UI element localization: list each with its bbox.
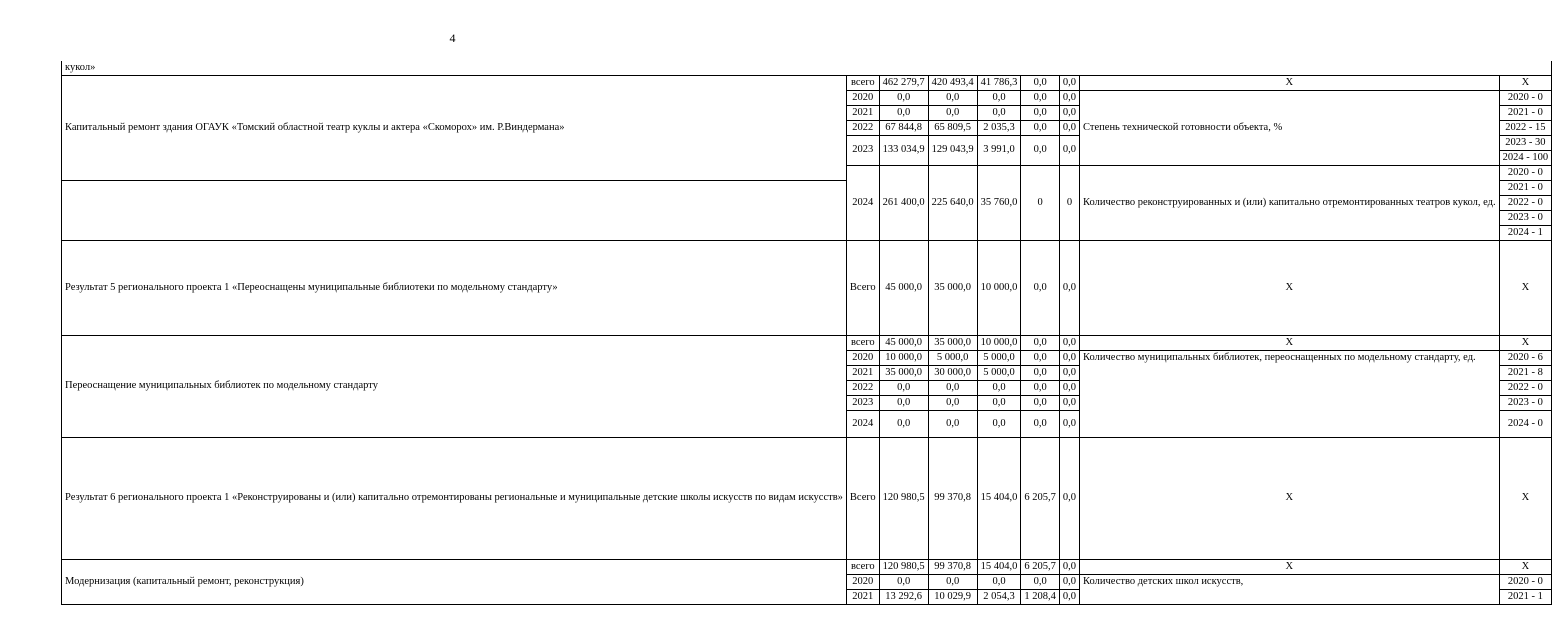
- value-cell: 0,0: [1059, 410, 1079, 437]
- indicator-value-cell: 2023 - 0: [1499, 395, 1552, 410]
- indicator-value-cell: 2020 - 0: [1499, 574, 1552, 589]
- indicator-value-cell: 2021 - 0: [1499, 180, 1552, 195]
- value-cell: 0,0: [1021, 350, 1060, 365]
- value-cell: 0,0: [1021, 395, 1060, 410]
- indicator-value-cell: 2021 - 1: [1499, 589, 1552, 604]
- value-cell: 120 980,5: [879, 437, 928, 559]
- value-cell: 133 034,9: [879, 135, 928, 165]
- value-cell: 0,0: [1059, 105, 1079, 120]
- year-cell: Всего: [846, 437, 879, 559]
- value-cell: 0,0: [1059, 90, 1079, 105]
- value-cell: 35 000,0: [879, 365, 928, 380]
- value-cell: 462 279,7: [879, 75, 928, 90]
- indicator-cell: Степень технической готовности объекта, %: [1080, 90, 1500, 165]
- value-cell: 41 786,3: [977, 75, 1021, 90]
- value-cell: 30 000,0: [928, 365, 977, 380]
- year-cell: 2021: [846, 365, 879, 380]
- value-cell: 0: [1021, 165, 1060, 240]
- result-name-cell: Результат 6 регионального проекта 1 «Реконструированы и (или) капитально отремонтированы региональные и муниципальные детские школы искусств по видам искусств»: [62, 437, 847, 559]
- value-cell: 0,0: [928, 105, 977, 120]
- value-cell: 0,0: [879, 105, 928, 120]
- table-row: [62, 75, 1552, 90]
- year-cell: 2023: [846, 135, 879, 165]
- year-cell: 2024: [846, 410, 879, 437]
- value-cell: 2 054,3: [977, 589, 1021, 604]
- value-cell: 45 000,0: [879, 335, 928, 350]
- value-cell: 0,0: [1059, 135, 1079, 165]
- value-cell: 0,0: [879, 380, 928, 395]
- value-cell: 0,0: [977, 380, 1021, 395]
- year-cell: 2020: [846, 574, 879, 589]
- value-cell: 0,0: [1059, 589, 1079, 604]
- value-cell: 0,0: [928, 574, 977, 589]
- indicator-value-cell: Х: [1499, 75, 1552, 90]
- table-row: [62, 559, 1552, 574]
- value-cell: 15 404,0: [977, 437, 1021, 559]
- value-cell: 0,0: [1021, 120, 1060, 135]
- result-name-cell: Результат 5 регионального проекта 1 «Переоснащены муниципальные библиотеки по модельному стандарту»: [62, 240, 847, 335]
- value-cell: 0,0: [1059, 335, 1079, 350]
- value-cell: 67 844,8: [879, 120, 928, 135]
- year-cell: 2023: [846, 395, 879, 410]
- table-row: [62, 61, 1552, 75]
- value-cell: 0,0: [1059, 395, 1079, 410]
- page-number: 4: [449, 31, 456, 45]
- indicator-value-cell: Х: [1499, 559, 1552, 574]
- value-cell: 0,0: [928, 410, 977, 437]
- project-name-cell: Капитальный ремонт здания ОГАУК «Томский областной театр куклы и актера «Скоморох» им. Р.Виндермана»: [62, 75, 847, 180]
- value-cell: 0,0: [977, 105, 1021, 120]
- indicator-value-cell: Х: [1499, 240, 1552, 335]
- value-cell: 0,0: [1059, 350, 1079, 365]
- name-cell: кукол»: [62, 61, 1552, 75]
- value-cell: 0,0: [928, 380, 977, 395]
- table-row: [62, 240, 1552, 335]
- indicator-value-cell: 2021 - 8: [1499, 365, 1552, 380]
- value-cell: 13 292,6: [879, 589, 928, 604]
- value-cell: 0,0: [928, 395, 977, 410]
- value-cell: 0,0: [1059, 365, 1079, 380]
- indicator-cell: Х: [1080, 559, 1500, 574]
- value-cell: 10 000,0: [977, 335, 1021, 350]
- value-cell: 10 000,0: [977, 240, 1021, 335]
- value-cell: 15 404,0: [977, 559, 1021, 574]
- indicator-value-cell: Х: [1499, 335, 1552, 350]
- indicator-value-cell: 2023 - 0: [1499, 210, 1552, 225]
- indicator-value-cell: 2022 - 15: [1499, 120, 1552, 135]
- indicator-value-cell: 2020 - 6: [1499, 350, 1552, 365]
- value-cell: 6 205,7: [1021, 559, 1060, 574]
- value-cell: 0,0: [1059, 240, 1079, 335]
- value-cell: 0,0: [879, 574, 928, 589]
- indicator-value-cell: 2020 - 0: [1499, 165, 1552, 180]
- value-cell: 0,0: [977, 395, 1021, 410]
- indicator-value-cell: Х: [1499, 437, 1552, 559]
- value-cell: 35 760,0: [977, 165, 1021, 240]
- value-cell: 0,0: [1021, 335, 1060, 350]
- indicator-value-cell: 2024 - 100: [1499, 150, 1552, 165]
- indicator-value-cell: 2022 - 0: [1499, 195, 1552, 210]
- value-cell: 99 370,8: [928, 437, 977, 559]
- value-cell: 35 000,0: [928, 240, 977, 335]
- value-cell: 3 991,0: [977, 135, 1021, 165]
- year-cell: 2020: [846, 350, 879, 365]
- value-cell: 65 809,5: [928, 120, 977, 135]
- value-cell: 5 000,0: [977, 365, 1021, 380]
- value-cell: 99 370,8: [928, 559, 977, 574]
- value-cell: 6 205,7: [1021, 437, 1060, 559]
- indicator-cell: Количество муниципальных библиотек, переоснащенных по модельному стандарту, ед.: [1080, 350, 1500, 437]
- value-cell: 0,0: [1021, 410, 1060, 437]
- value-cell: 120 980,5: [879, 559, 928, 574]
- value-cell: 0,0: [1021, 365, 1060, 380]
- indicator-value-cell: 2024 - 1: [1499, 225, 1552, 240]
- value-cell: 0,0: [1021, 240, 1060, 335]
- indicator-cell: Х: [1080, 437, 1500, 559]
- value-cell: 129 043,9: [928, 135, 977, 165]
- year-cell: всего: [846, 559, 879, 574]
- indicator-value-cell: 2022 - 0: [1499, 380, 1552, 395]
- value-cell: 0,0: [1059, 120, 1079, 135]
- value-cell: 45 000,0: [879, 240, 928, 335]
- year-cell: всего: [846, 335, 879, 350]
- name-cell-continuation: [62, 180, 847, 240]
- budget-table: [61, 61, 1552, 605]
- value-cell: 0,0: [977, 574, 1021, 589]
- table-row: [62, 335, 1552, 350]
- value-cell: 0,0: [1059, 559, 1079, 574]
- value-cell: 0,0: [928, 90, 977, 105]
- value-cell: 225 640,0: [928, 165, 977, 240]
- indicator-value-cell: 2023 - 30: [1499, 135, 1552, 150]
- value-cell: 35 000,0: [928, 335, 977, 350]
- table-row: [62, 437, 1552, 559]
- value-cell: 0,0: [1021, 105, 1060, 120]
- year-cell: 2020: [846, 90, 879, 105]
- value-cell: 0,0: [977, 410, 1021, 437]
- value-cell: 0,0: [1021, 380, 1060, 395]
- year-cell: всего: [846, 75, 879, 90]
- year-cell: 2024: [846, 165, 879, 240]
- value-cell: 261 400,0: [879, 165, 928, 240]
- indicator-cell: Х: [1080, 335, 1500, 350]
- value-cell: 0,0: [879, 395, 928, 410]
- year-cell: 2022: [846, 380, 879, 395]
- value-cell: 0,0: [1021, 135, 1060, 165]
- indicator-cell: Х: [1080, 240, 1500, 335]
- indicator-cell: Количество реконструированных и (или) капитально отремонтированных театров кукол, ед.: [1080, 165, 1500, 240]
- value-cell: 0,0: [1059, 380, 1079, 395]
- value-cell: 5 000,0: [977, 350, 1021, 365]
- value-cell: 0,0: [1021, 75, 1060, 90]
- value-cell: 0,0: [879, 410, 928, 437]
- value-cell: 0,0: [1021, 574, 1060, 589]
- indicator-value-cell: 2024 - 0: [1499, 410, 1552, 437]
- value-cell: 5 000,0: [928, 350, 977, 365]
- value-cell: 0,0: [977, 90, 1021, 105]
- value-cell: 0,0: [1021, 90, 1060, 105]
- indicator-value-cell: 2021 - 0: [1499, 105, 1552, 120]
- value-cell: 10 000,0: [879, 350, 928, 365]
- year-cell: 2021: [846, 589, 879, 604]
- year-cell: Всего: [846, 240, 879, 335]
- value-cell: 2 035,3: [977, 120, 1021, 135]
- indicator-cell: Количество детских школ искусств,: [1080, 574, 1500, 604]
- value-cell: 1 208,4: [1021, 589, 1060, 604]
- indicator-value-cell: 2020 - 0: [1499, 90, 1552, 105]
- value-cell: 0,0: [1059, 437, 1079, 559]
- value-cell: 420 493,4: [928, 75, 977, 90]
- indicator-cell: Х: [1080, 75, 1500, 90]
- value-cell: 0: [1059, 165, 1079, 240]
- project-name-cell: Модернизация (капитальный ремонт, реконструкция): [62, 559, 847, 604]
- value-cell: 0,0: [1059, 574, 1079, 589]
- value-cell: 0,0: [1059, 75, 1079, 90]
- project-name-cell: Переоснащение муниципальных библиотек по модельному стандарту: [62, 335, 847, 437]
- value-cell: 10 029,9: [928, 589, 977, 604]
- year-cell: 2021: [846, 105, 879, 120]
- year-cell: 2022: [846, 120, 879, 135]
- value-cell: 0,0: [879, 90, 928, 105]
